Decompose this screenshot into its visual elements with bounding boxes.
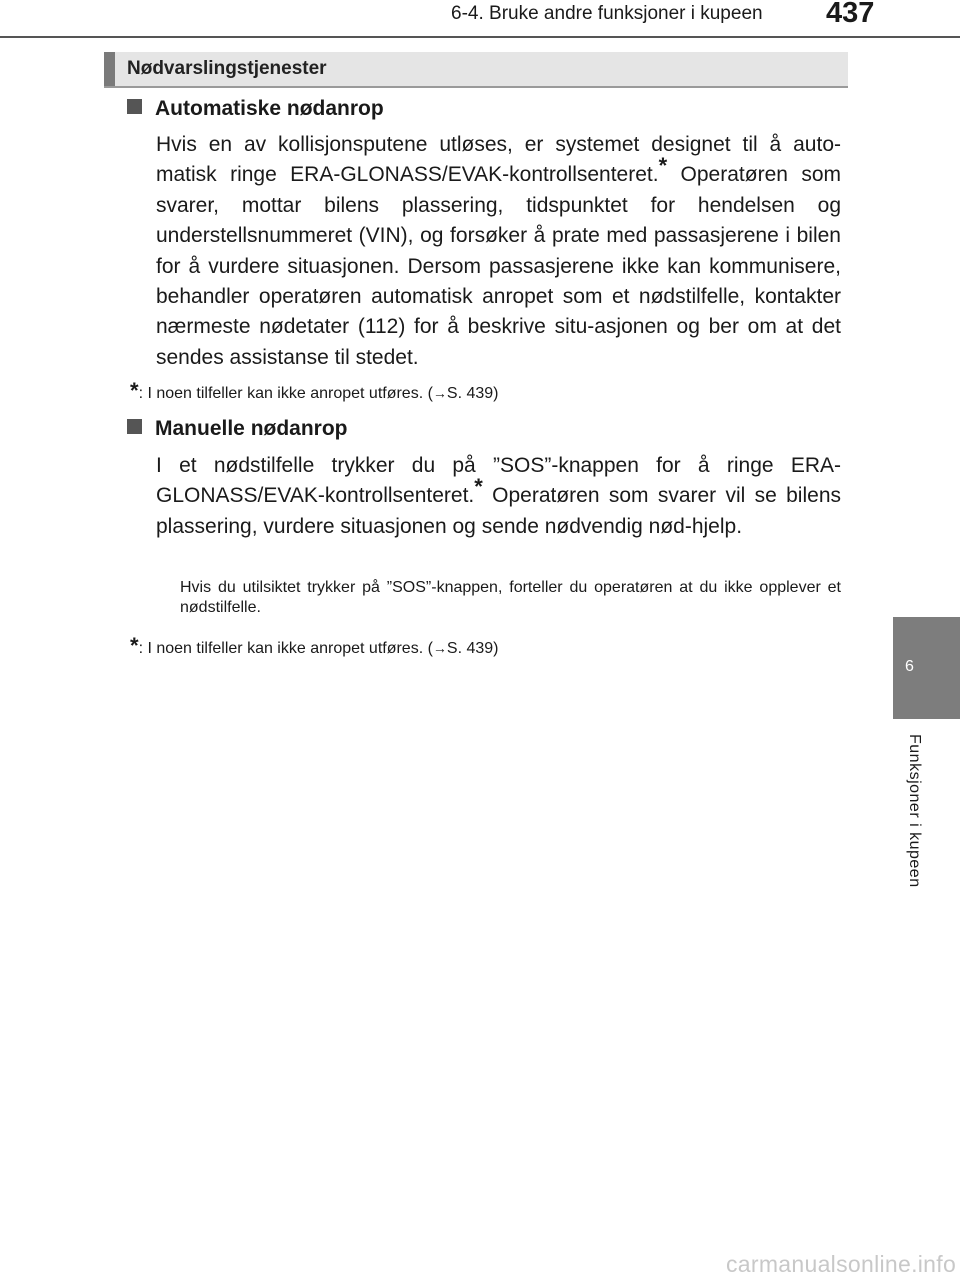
footnote-asterisk: * (130, 633, 139, 658)
paragraph-line: I et nødstilfelle trykker du på ”SOS”-knappen for å ringe ERA- (156, 454, 841, 477)
footnote-text: : I noen tilfeller kan ikke anropet utføres. ( (138, 640, 433, 657)
page-number: 437 (826, 0, 875, 29)
footnote-automatic-calls (130, 378, 499, 404)
page-reference-link[interactable]: S. 439) (446, 640, 499, 657)
chapter-section-title: 6-4. Bruke andre funksjoner i kupeen (451, 3, 763, 24)
subheading-label: Manuelle nødanrop (155, 417, 348, 440)
subheading-automatic-calls (127, 97, 384, 121)
chapter-tab (893, 617, 960, 719)
arrow-right-icon: → (432, 385, 447, 401)
paragraph-line: GLONASS/EVAK-kontrollsenteret. (156, 484, 475, 508)
footnote-manual-calls (130, 633, 499, 659)
section-title-bar (104, 52, 115, 86)
square-bullet-icon (127, 99, 142, 114)
asterisk-marker: * (474, 474, 483, 500)
paragraph-line: matisk ringe ERA-GLONASS/EVAK-kontrollsenteret. (156, 163, 659, 187)
subheading-manual-calls (127, 417, 348, 441)
asterisk-marker: * (658, 153, 668, 179)
footnote-text: : I noen tilfeller kan ikke anropet utføres. ( (138, 385, 433, 402)
section-title-box (104, 52, 848, 88)
manual-calls-paragraph (156, 451, 841, 542)
chapter-tab-label: Funksjoner i kupeen (906, 734, 923, 888)
subheading-label: Automatiske nødanrop (155, 97, 384, 120)
arrow-right-icon: → (432, 640, 447, 656)
watermark: carmanualsonline.info (726, 1251, 957, 1277)
square-bullet-icon (127, 419, 142, 434)
paragraph-line: Hvis en av kollisjonsputene utløses, er systemet designet til å auto- (156, 133, 841, 156)
page-reference-link[interactable]: S. 439) (446, 385, 499, 402)
manual-calls-note: Hvis du utilsiktet trykker på ”SOS”-knappen, forteller du operatøren at du ikke opplever et nødstilfelle. (180, 579, 841, 616)
section-title: Nødvarslingstjenester (127, 58, 327, 79)
chapter-tab-number: 6 (905, 658, 914, 675)
paragraph-line: Operatøren som svarer vil se bilens plassering, vurdere situasjonen og sende nødvendig nød-hjelp. (156, 484, 841, 538)
automatic-calls-paragraph (156, 130, 841, 373)
footnote-asterisk: * (130, 378, 139, 403)
header-divider (0, 36, 960, 38)
paragraph-line: Operatøren som svarer, mottar bilens plassering, tidspunktet for hendelsen og understellsnummeret (VIN), og forsøker å prate med passasjerene i bilen for å vurdere situasjonen. Dersom passasjerene ikke kan kommunisere, behandler operatøren automatisk anropet som et nødstilfelle, kontakter nærmeste nødetater (112) for å beskrive situ-asjonen og ber om at det sendes assistanse til stedet. (156, 163, 841, 369)
